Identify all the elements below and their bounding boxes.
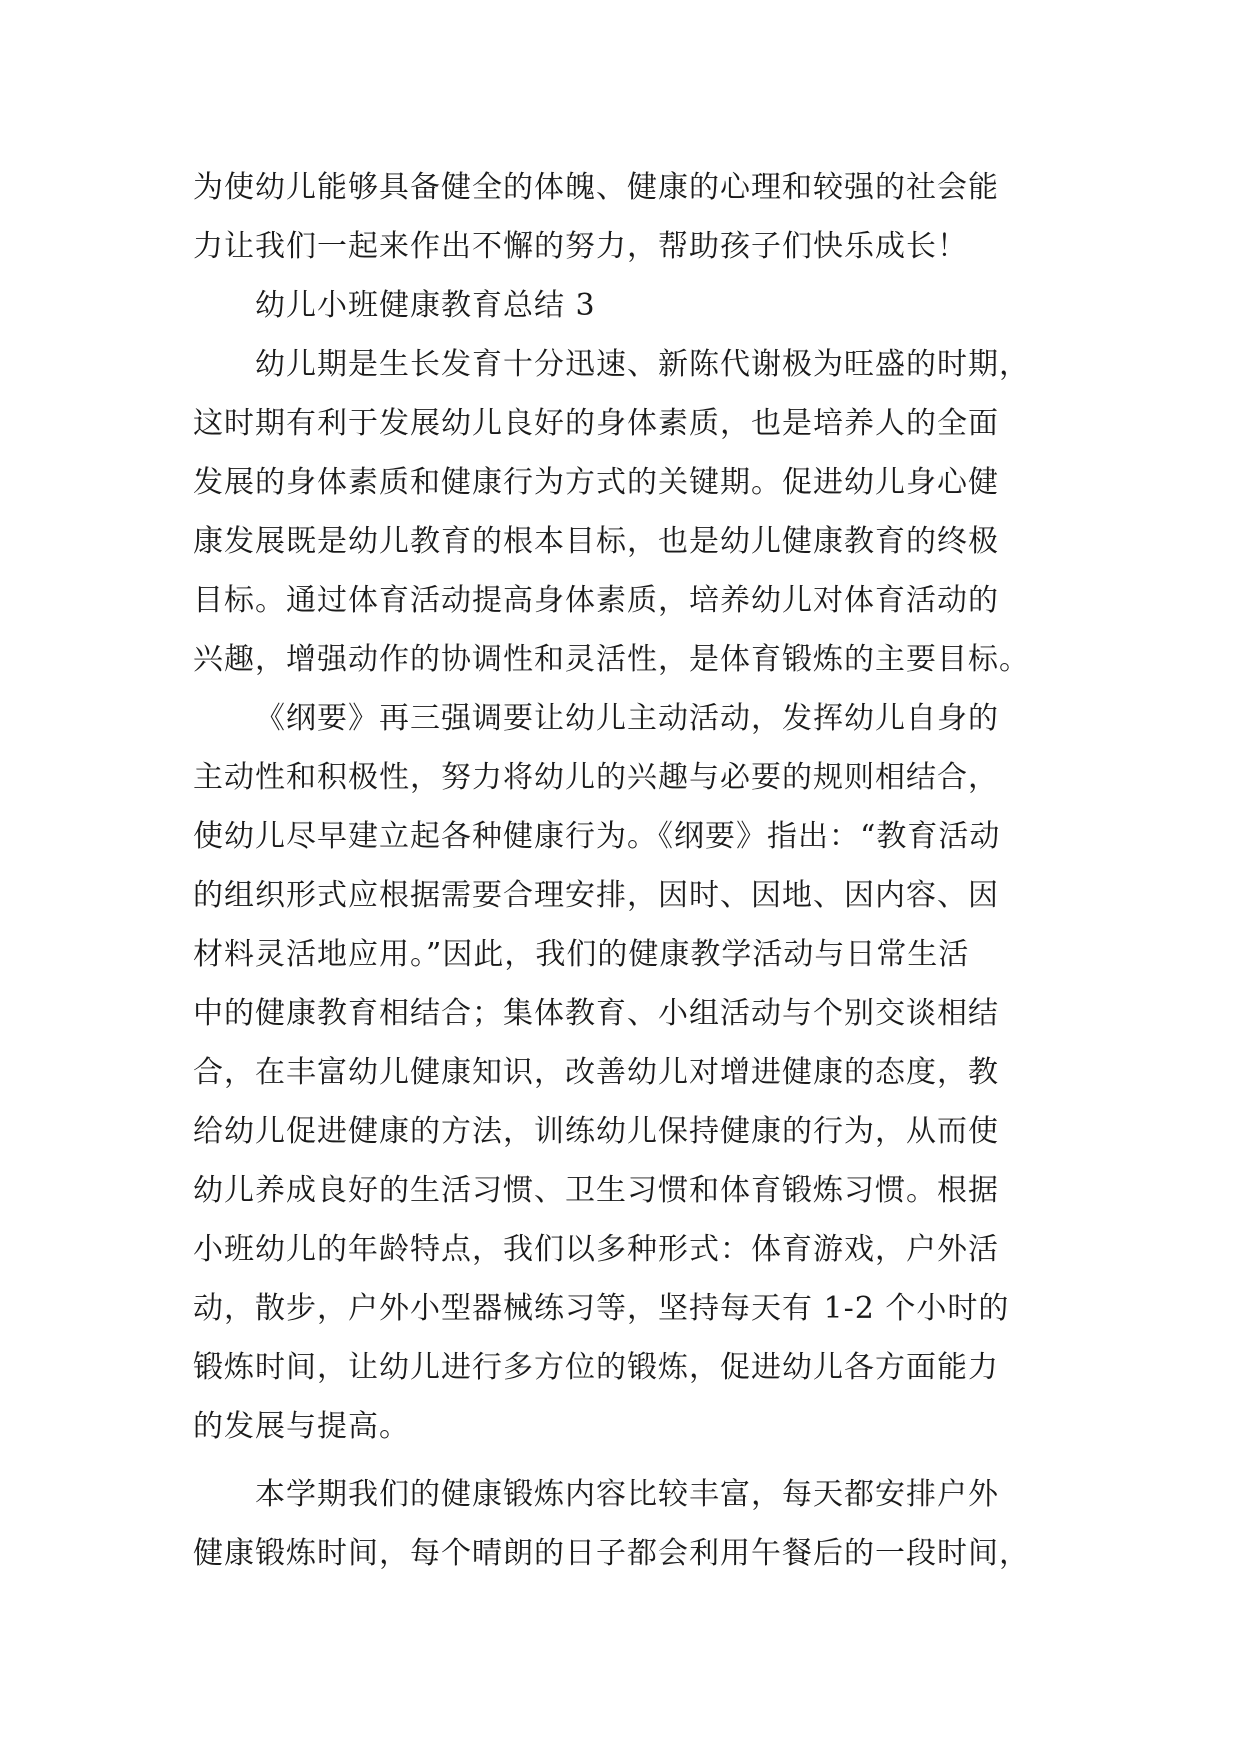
- text-line: 康发展既是幼儿教育的根本目标，也是幼儿健康教育的终极: [193, 524, 999, 559]
- text-line: 锻炼时间，让幼儿进行多方位的锻炼，促进幼儿各方面能力: [193, 1350, 999, 1385]
- paragraph-gap: [193, 1456, 1053, 1465]
- text-line: 为使幼儿能够具备健全的体魄、健康的心理和较强的社会能: [193, 170, 999, 205]
- text-line: 小班幼儿的年龄特点，我们以多种形式：体育游戏，户外活: [193, 1232, 999, 1267]
- text-line: 健康锻炼时间，每个晴朗的日子都会利用午餐后的一段时间，: [193, 1536, 1030, 1571]
- text-line: 中的健康教育相结合；集体教育、小组活动与个别交谈相结: [193, 996, 999, 1031]
- document-body: [193, 158, 1053, 1583]
- text-line: 的发展与提高。: [193, 1409, 410, 1444]
- text-line: 兴趣，增强动作的协调性和灵活性，是体育锻炼的主要目标。: [193, 642, 1030, 677]
- text-line: 幼儿期是生长发育十分迅速、新陈代谢极为旺盛的时期，: [255, 347, 1030, 382]
- text-line: 使幼儿尽早建立起各种健康行为。《纲要》指出：“教育活动: [193, 819, 1001, 854]
- text-line: 材料灵活地应用。”因此，我们的健康教学活动与日常生活: [193, 937, 970, 972]
- section-heading: 幼儿小班健康教育总结 3: [255, 288, 596, 323]
- text-line: 主动性和积极性，努力将幼儿的兴趣与必要的规则相结合，: [193, 760, 999, 795]
- text-line: 这时期有利于发展幼儿良好的身体素质，也是培养人的全面: [193, 406, 999, 441]
- text-line: 幼儿养成良好的生活习惯、卫生习惯和体育锻炼习惯。根据: [193, 1173, 999, 1208]
- text-line: 的组织形式应根据需要合理安排，因时、因地、因内容、因: [193, 878, 999, 913]
- text-line: 合，在丰富幼儿健康知识，改善幼儿对增进健康的态度，教: [193, 1055, 999, 1090]
- text-line: 本学期我们的健康锻炼内容比较丰富，每天都安排户外: [255, 1477, 999, 1512]
- text-line: 《纲要》再三强调要让幼儿主动活动，发挥幼儿自身的: [255, 701, 999, 736]
- text-line: 发展的身体素质和健康行为方式的关键期。促进幼儿身心健: [193, 465, 999, 500]
- text-line: 力让我们一起来作出不懈的努力，帮助孩子们快乐成长！: [193, 229, 968, 264]
- text-line: 目标。通过体育活动提高身体素质，培养幼儿对体育活动的: [193, 583, 999, 618]
- text-line: 动，散步，户外小型器械练习等，坚持每天有 1-2 个小时的: [193, 1291, 1010, 1326]
- text-line: 给幼儿促进健康的方法，训练幼儿保持健康的行为，从而使: [193, 1114, 999, 1149]
